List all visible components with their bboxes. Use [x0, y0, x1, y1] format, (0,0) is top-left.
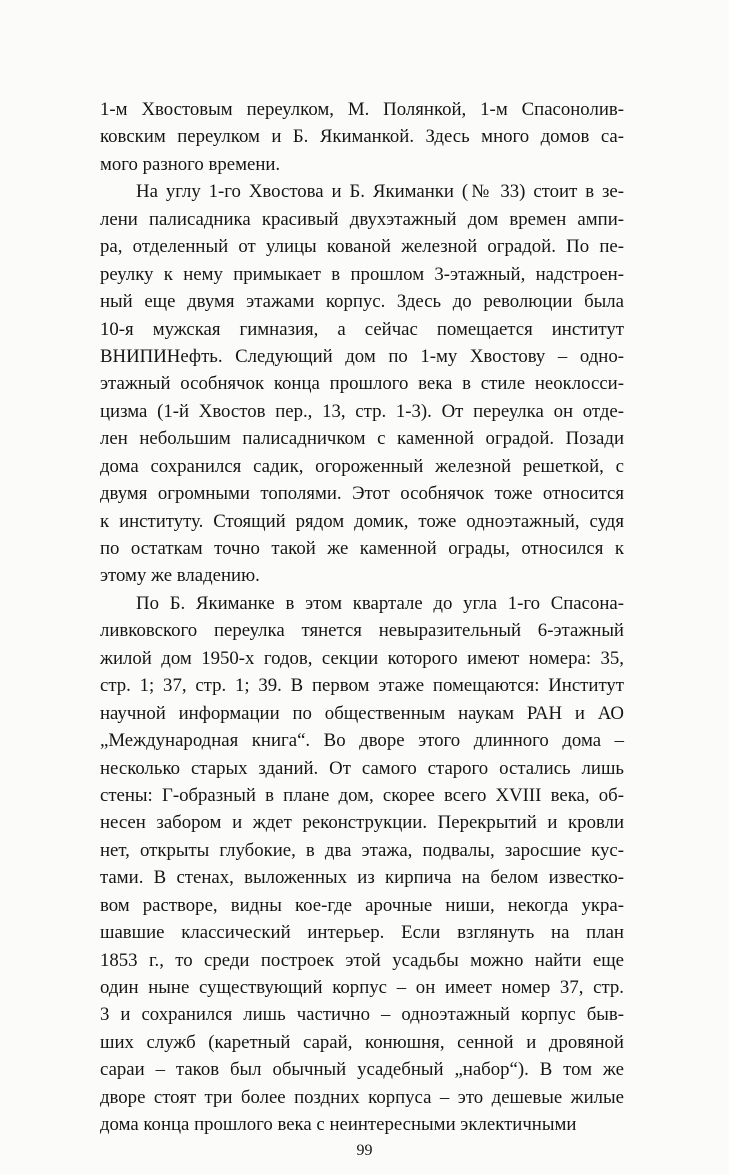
text-line: ших служб (каретный сарай, конюшня, сенной и дровяной: [100, 1031, 624, 1053]
text-line: 10-я мужская гимназия, а сейчас помещается институт: [100, 318, 624, 340]
text-line: тами. В стенах, выложенных из кирпича на белом известко-: [100, 867, 624, 889]
text-line: По Б. Якиманке в этом квартале до угла 1-го Спасона-: [136, 592, 624, 614]
text-line: несен забором и ждет реконструкции. Перекрытий и кровли: [100, 812, 624, 834]
text-line: ливковского переулка тянется невыразительный 6-этажный: [100, 620, 624, 642]
text-line: жилой дом 1950-х годов, секции которого имеют номера: 35,: [100, 647, 624, 669]
body-text: [100, 96, 624, 1139]
text-line: лен небольшим палисадничком с каменной оградой. Позади: [100, 428, 624, 450]
text-line: дома сохранился садик, огороженный железной решеткой, с: [100, 455, 624, 477]
paragraph: [100, 178, 624, 590]
text-line: к институту. Стоящий рядом домик, тоже одноэтажный, судя: [100, 510, 624, 532]
text-line: ковским переулком и Б. Якиманкой. Здесь много домов са-: [100, 126, 624, 148]
page-number: 99: [356, 1142, 373, 1159]
text-line: „Международная книга“. Во дворе этого длинного дома –: [100, 730, 624, 752]
text-line: шавшие классический интерьер. Если взглянуть на план: [100, 922, 624, 944]
text-line: по остаткам точно такой же каменной ограды, относился к: [100, 538, 624, 559]
text-line: стр. 1; 37, стр. 1; 39. В первом этаже помещаются: Институт: [100, 675, 624, 697]
text-line: 1-м Хвостовым переулком, М. Полянкой, 1-м Спасонолив-: [100, 99, 624, 120]
text-line: реулку к нему примыкает в прошлом 3-этажный, надстроен-: [100, 263, 624, 285]
text-line: этому же владению.: [100, 565, 260, 587]
text-line: несколько старых зданий. От самого старого остались лишь: [100, 757, 624, 779]
text-line: ВНИПИНефть. Следующий дом по 1-му Хвостову – одно-: [100, 345, 624, 367]
text-line: цизма (1-й Хвостов пер., 13, стр. 1-3). От переулка он отде-: [100, 400, 624, 422]
text-line: сараи – таков был обычный усадебный „набор“). В том же: [100, 1059, 624, 1081]
paragraph: [100, 96, 624, 178]
text-line: На углу 1-го Хвостова и Б. Якиманки (№ 33) стоит в зе-: [136, 181, 624, 203]
text-line: дома конца прошлого века с неинтересными эклектичными: [100, 1114, 577, 1136]
text-line: вом растворе, видны кое-где арочные ниши, некогда укра-: [100, 894, 624, 916]
text-line: нет, открыты глубокие, в два этажа, подвалы, заросшие кус-: [100, 839, 624, 861]
text-line: стены: Г-образный в плане дом, скорее всего XVIII века, об-: [100, 784, 624, 806]
text-line: научной информации по общественным наукам РАН и АО: [100, 702, 624, 724]
text-line: этажный особнячок конца прошлого века в стиле неоклосси-: [100, 373, 624, 395]
text-line: 1853 г., то среди построек этой усадьбы можно найти еще: [100, 949, 624, 971]
text-line: один ныне существующий корпус – он имеет номер 37, стр.: [100, 977, 624, 998]
text-line: ра, отделенный от улицы кованой железной оградой. По пе-: [100, 236, 624, 258]
text-line: мого разного времени.: [100, 153, 281, 175]
paragraph: [100, 590, 624, 1139]
text-line: 3 и сохранился лишь частично – одноэтажный корпус быв-: [100, 1004, 624, 1026]
text-line: дворе стоят три более поздних корпуса – это дешевые жилые: [100, 1086, 624, 1108]
text-line: двумя огромными тополями. Этот особнячок тоже относится: [100, 483, 624, 505]
text-line: лени палисадника красивый двухэтажный дом времен ампи-: [100, 208, 624, 230]
text-line: ный еще двумя этажами корпус. Здесь до революции была: [100, 291, 624, 313]
